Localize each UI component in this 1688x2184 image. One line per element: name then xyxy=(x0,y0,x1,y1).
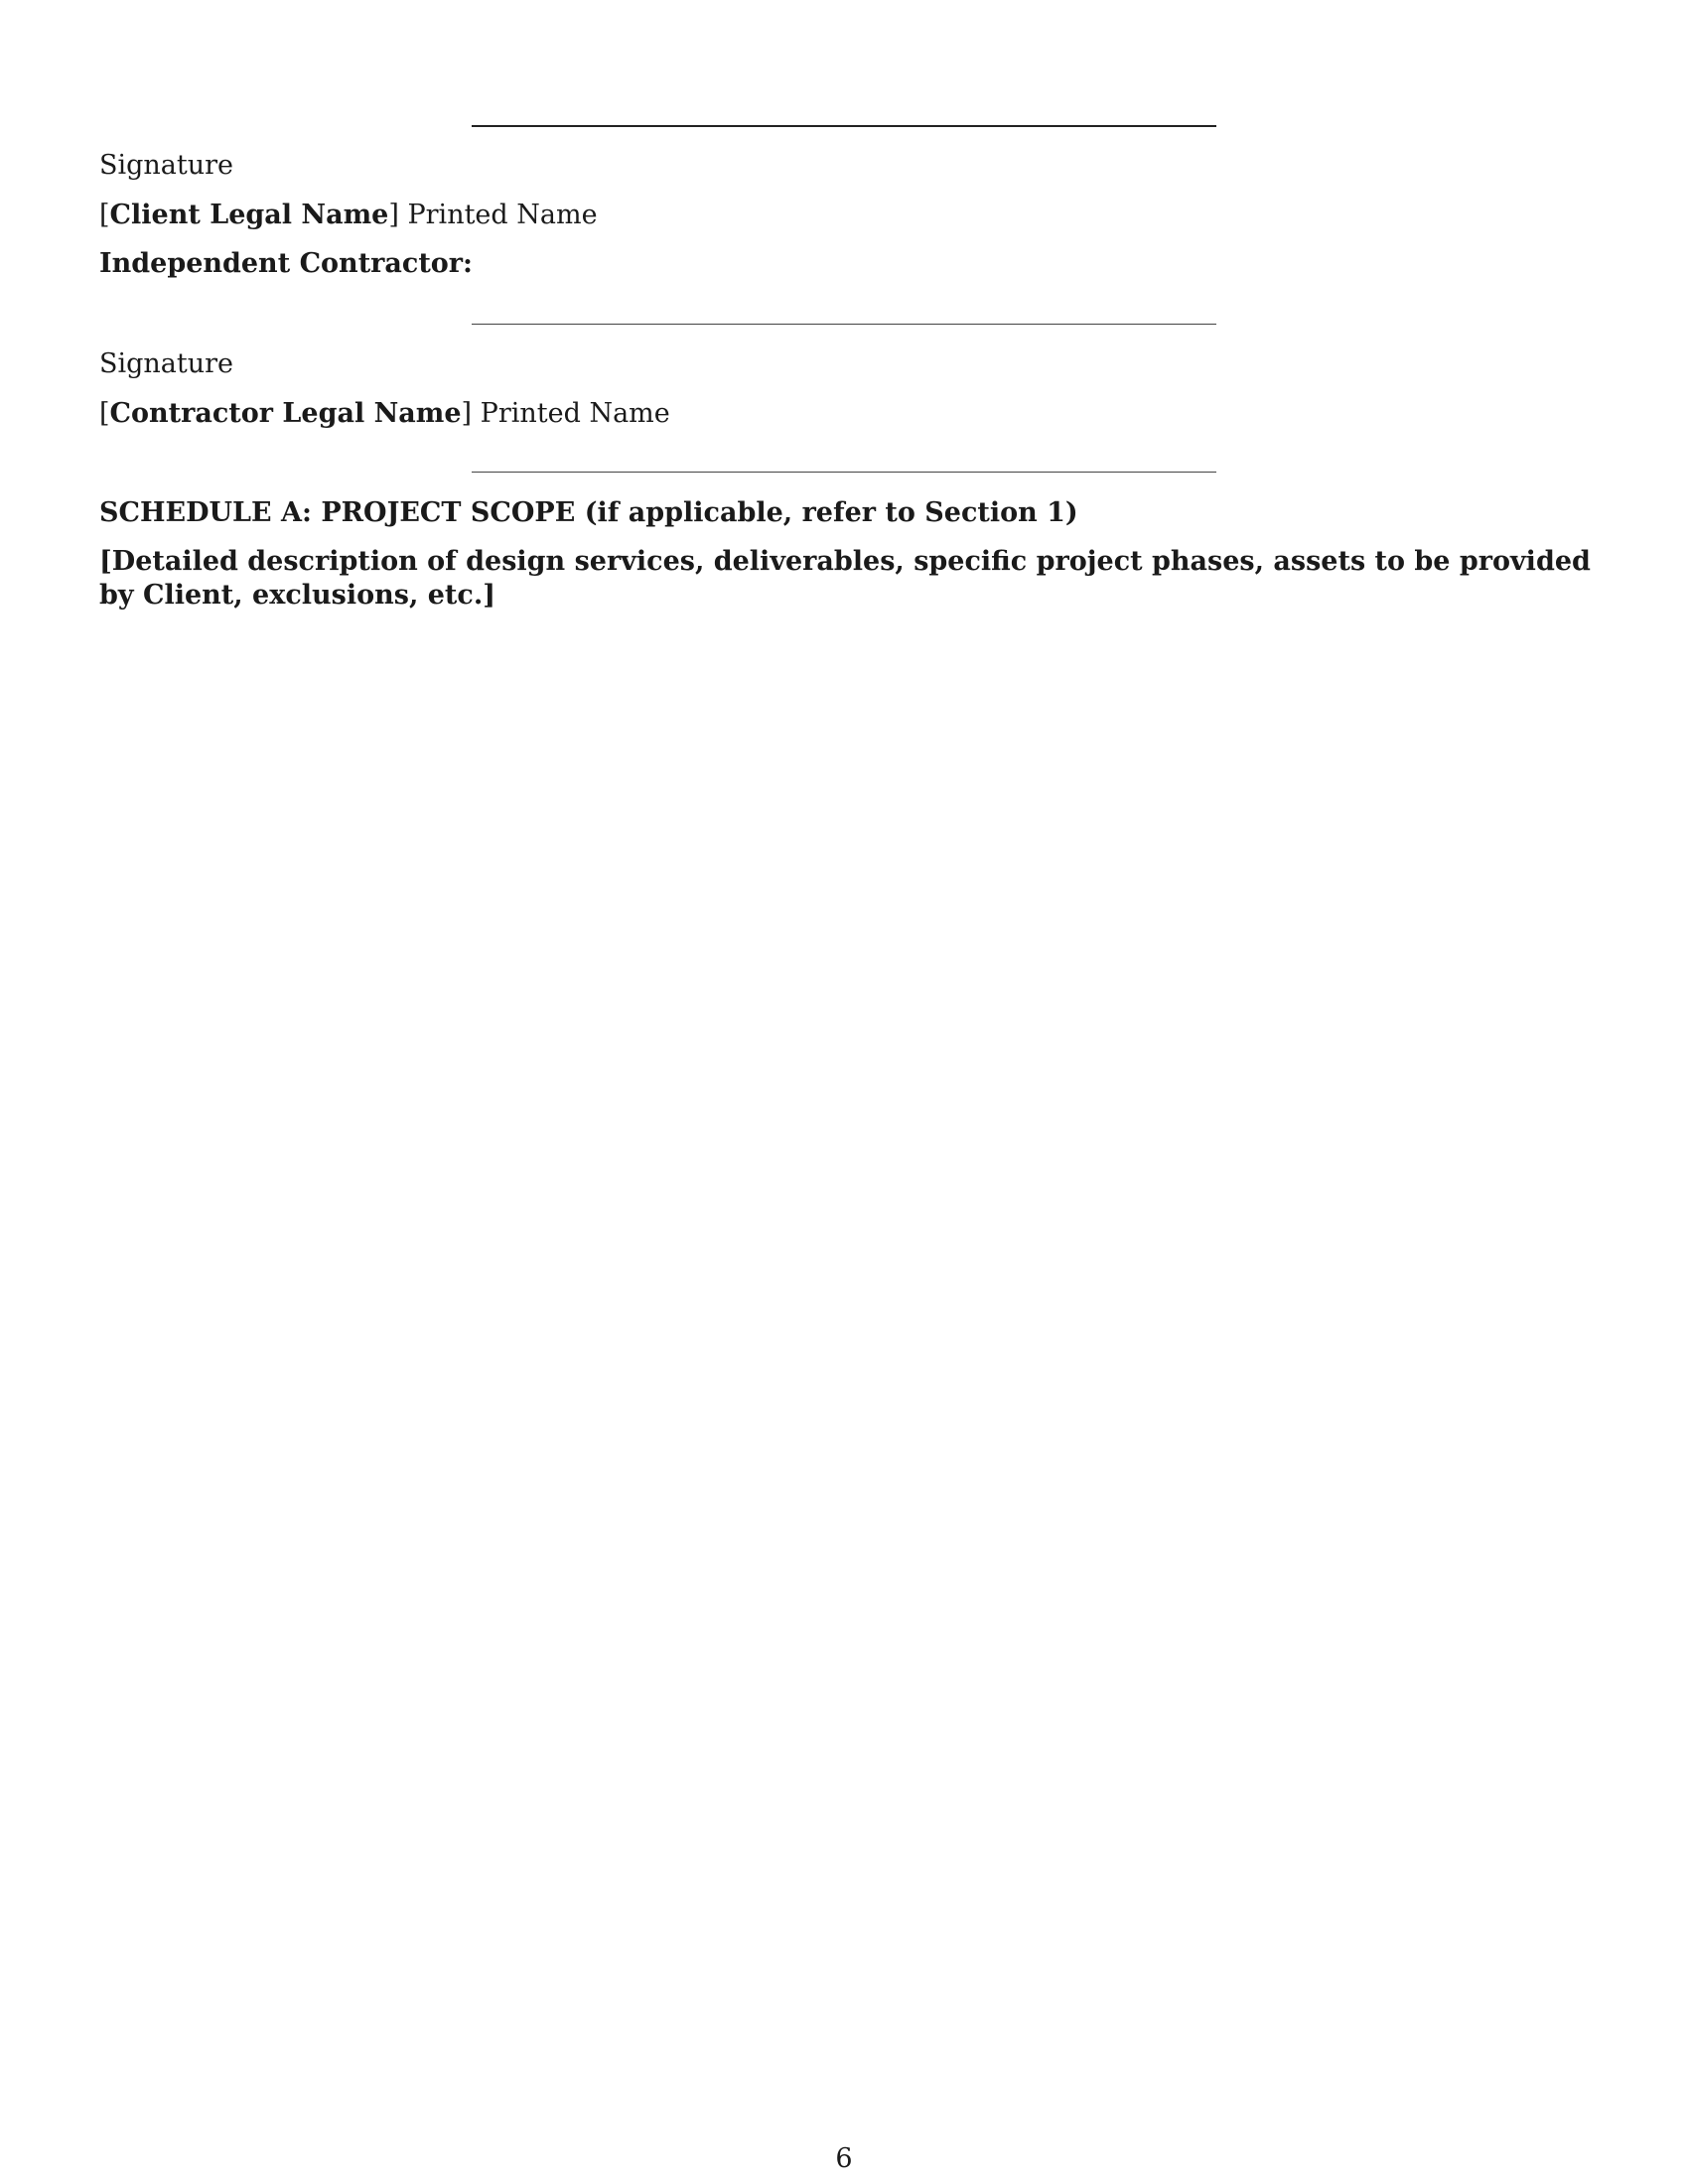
client-printed-name-label: Printed Name xyxy=(407,200,598,230)
contractor-signature-line xyxy=(472,324,1216,325)
client-signature-label: Signature xyxy=(99,150,234,181)
schedule-a-description: [Detailed description of design services, deliverables, specific project phases, assets to be provided by Client, exclusions, etc.] xyxy=(99,546,1591,611)
client-printed-name-row: [Client Legal Name] Printed Name xyxy=(99,200,598,230)
schedule-a-heading: SCHEDULE A: PROJECT SCOPE (if applicable, refer to Section 1) xyxy=(99,497,1078,528)
section-divider-line xyxy=(472,472,1216,473)
client-signature-line xyxy=(472,125,1216,127)
contractor-legal-name-placeholder: Contractor Legal Name xyxy=(109,398,462,429)
contractor-printed-name-label: Printed Name xyxy=(480,398,670,429)
page-number: 6 xyxy=(835,2143,853,2174)
contractor-heading: Independent Contractor: xyxy=(99,248,473,279)
contractor-signature-label: Signature xyxy=(99,348,234,379)
contractor-printed-name-row: [Contractor Legal Name] Printed Name xyxy=(99,398,670,429)
client-legal-name-placeholder: Client Legal Name xyxy=(109,200,389,230)
